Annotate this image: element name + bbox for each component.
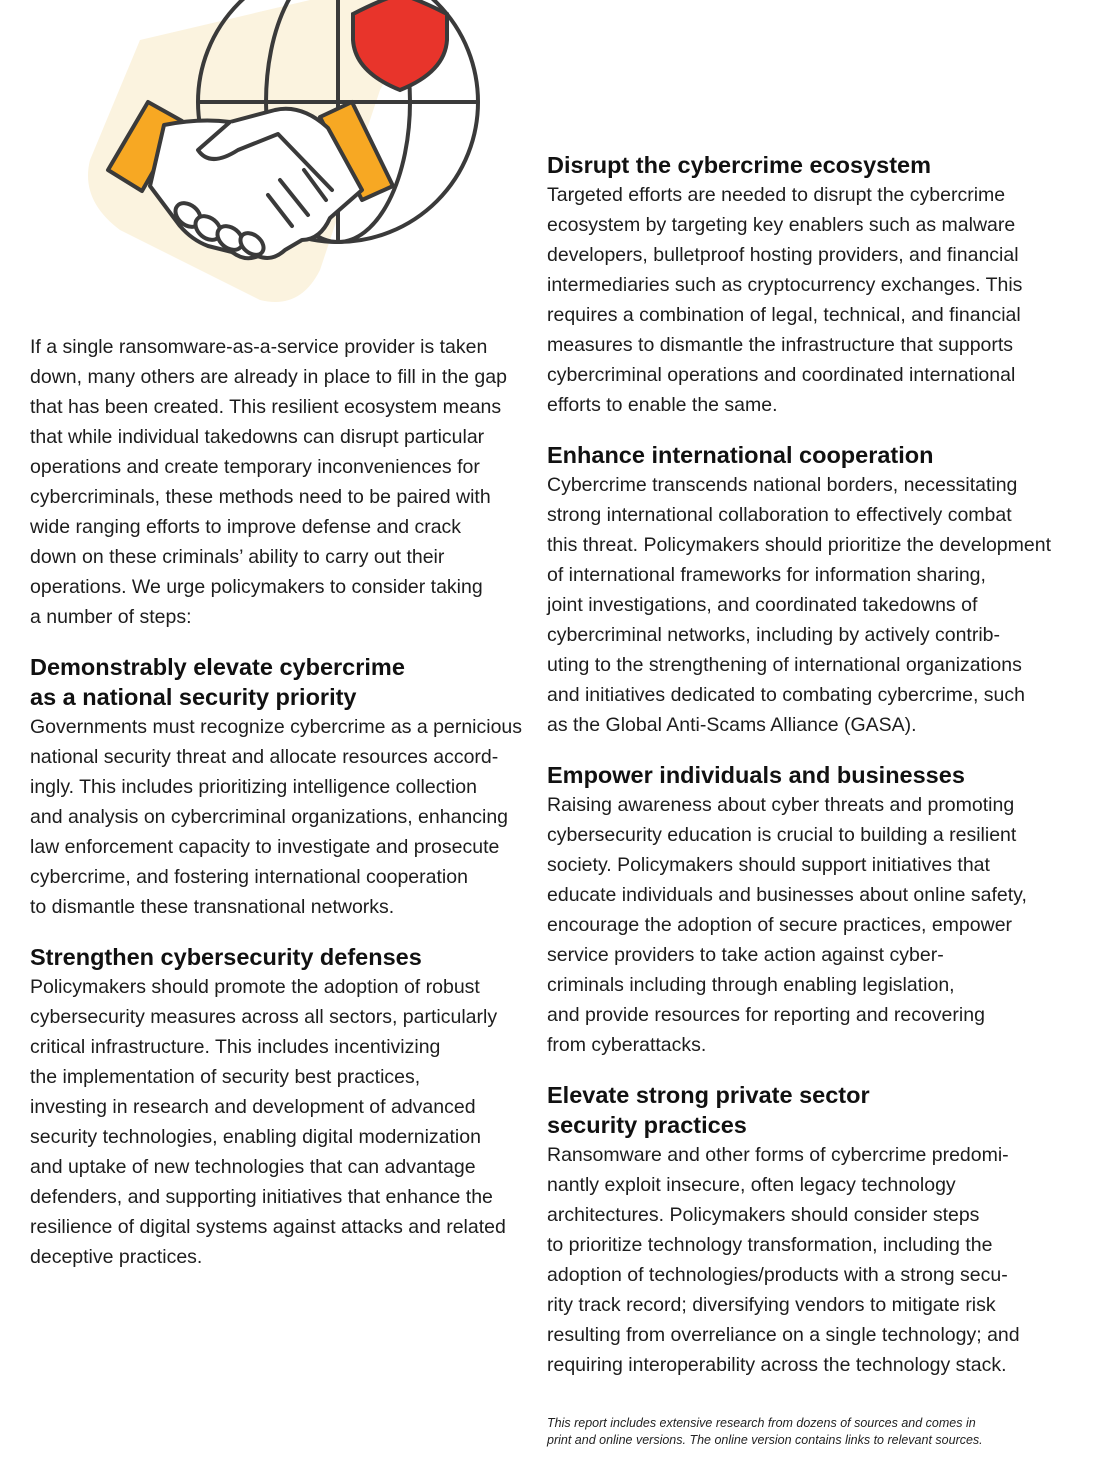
section-heading: Enhance international cooperation (547, 442, 934, 468)
section-body: Governments must recognize cybercrime as a pernicious national security threat and allocate resources accord- ingly. This includes prioritizing intelligence collection and analysis on cybercriminal organizations, enhancing law enforcement capacity to investigate and prosecute cybercrime, and fostering international cooperation to dismantle these transnational networks. (30, 716, 523, 918)
section-body: Policymakers should promote the adoption of robust cybersecurity measures across all sectors, particularly critical infrastructure. This includes incentivizing the implementation of security best practices, investing in research and development of advanced security technologies, enabling digital modernization and uptake of new technologies that can advantage defenders, and supporting initiatives that enhance the resilience of digital systems against attacks and related deceptive practices. (30, 976, 506, 1268)
section-private-sector (547, 1080, 1057, 1380)
section-body: Ransomware and other forms of cybercrime predomi- nantly exploit insecure, often legacy technology architectures. Policymakers should consider steps to prioritize technology transformation, including the adoption of technologies/products with a strong secu- rity track record; diversifying vendors to mitigate risk resulting from overreliance on a single technology; and requiring interoperability across the technology stack. (547, 1144, 1020, 1376)
left-column (30, 332, 530, 1292)
section-empower-individuals (547, 760, 1057, 1060)
section-international-cooperation (547, 440, 1057, 740)
section-disrupt-ecosystem (547, 150, 1057, 420)
footnote: This report includes extensive research from dozens of sources and comes in print and online versions. The online version contains links to relevant sources. (547, 1416, 983, 1447)
section-heading: Demonstrably elevate cybercrime as a national security priority (30, 654, 405, 710)
section-national-security (30, 652, 530, 922)
section-body: Targeted efforts are needed to disrupt the cybercrime ecosystem by targeting key enablers such as malware developers, bulletproof hosting providers, and financial intermediaries such as cryptocurrency exchanges. This requires a combination of legal, technical, and financial measures to dismantle the infrastructure that supports cybercriminal operations and coordinated international efforts to enable the same. (547, 184, 1023, 416)
section-cybersecurity-defenses (30, 942, 530, 1272)
section-body: Raising awareness about cyber threats and promoting cybersecurity education is crucial to building a resilient society. Policymakers should support initiatives that educate individuals and businesses about online safety, encourage the adoption of secure practices, empower service providers to take action against cyber- criminals including through enabling legislation, and provide resources for reporting and recovering from cyberattacks. (547, 794, 1027, 1056)
section-heading: Empower individuals and businesses (547, 762, 965, 788)
handshake-globe-illustration (80, 0, 500, 310)
section-body: Cybercrime transcends national borders, necessitating strong international collaboration to effectively combat this threat. Policymakers should prioritize the development of international frameworks for information sharing, joint investigations, and coordinated takedowns of cybercriminal networks, including by actively contrib- uting to the strengthening of international organizations and initiatives dedicated to combating cybercrime, such as the Global Anti-Scams Alliance (GASA). (547, 474, 1051, 736)
section-heading: Strengthen cybersecurity defenses (30, 944, 422, 970)
intro-paragraph: If a single ransomware-as-a-service provider is taken down, many others are already in place to fill in the gap that has been created. This resilient ecosystem means that while individual takedowns can disrupt particular operations and create temporary inconveniences for cybercriminals, these methods need to be paired with wide ranging efforts to improve defense and crack down on these criminals’ ability to carry out their operations. We urge policymakers to consider taking a number of steps: (30, 336, 507, 628)
section-heading: Disrupt the cybercrime ecosystem (547, 152, 931, 178)
section-heading: Elevate strong private sector security practices (547, 1082, 870, 1138)
right-column (547, 150, 1057, 1400)
